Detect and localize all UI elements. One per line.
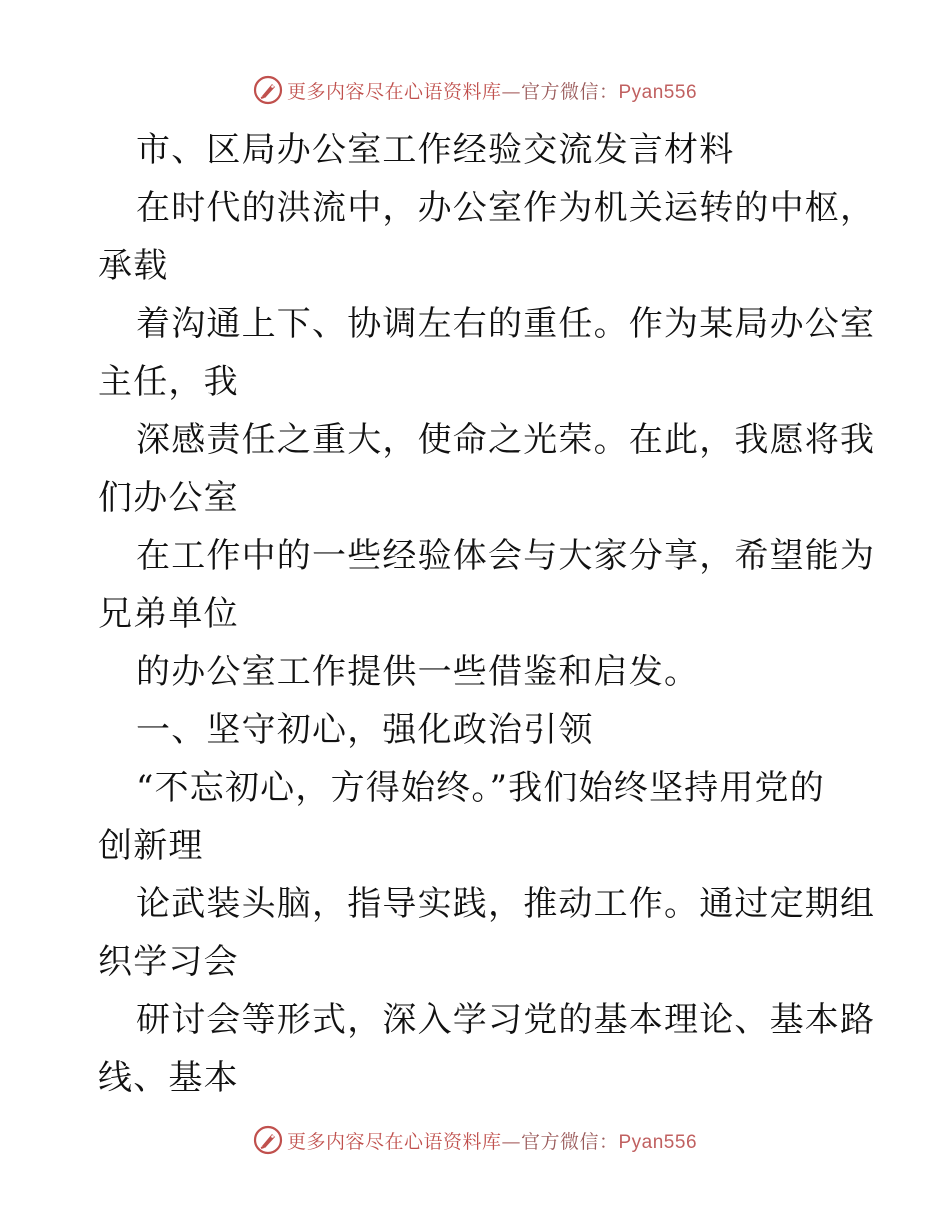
text-line: 着沟通上下、协调左右的重任。作为某局办公室 [136, 304, 876, 344]
watermark-banner-bottom [0, 1122, 950, 1158]
text-line: 在工作中的一些经验体会与大家分享，希望能为 [136, 536, 876, 576]
watermark-wechat: Pyan556 [618, 1131, 698, 1153]
text-line: 的办公室工作提供一些借鉴和启发。 [136, 652, 700, 692]
text-line: 深感责任之重大，使命之光荣。在此，我愿将我 [136, 420, 876, 460]
watermark-label: 官方微信： [520, 80, 619, 103]
text-line: 主任，我 [98, 362, 239, 402]
watermark-dash: — [501, 80, 521, 103]
pen-nib-seal-icon [253, 1125, 283, 1155]
text-line: “不忘初心，方得始终。”我们始终坚持用党的 [136, 768, 825, 808]
text-line: 织学习会 [98, 942, 239, 982]
watermark-label: 官方微信： [520, 1130, 619, 1153]
text-line: 论武装头脑，指导实践，推动工作。通过定期组 [136, 884, 876, 924]
document-title: 市、区局办公室工作经验交流发言材料 [136, 130, 735, 170]
section-heading: 一、坚守初心，强化政治引领 [136, 710, 594, 750]
text-line: 创新理 [98, 826, 204, 866]
text-line: 承载 [98, 246, 169, 286]
watermark-main: 更多内容尽在心语资料库 [286, 1130, 502, 1153]
watermark-text [287, 77, 697, 104]
watermark-banner-top [0, 72, 950, 108]
text-line: 们办公室 [98, 478, 239, 518]
pen-nib-seal-icon [253, 75, 283, 105]
text-line: 兄弟单位 [98, 594, 239, 634]
text-line: 线、基本 [98, 1058, 239, 1098]
document-body [98, 121, 876, 1107]
watermark-text [287, 1127, 697, 1154]
text-line: 研讨会等形式，深入学习党的基本理论、基本路 [136, 1000, 876, 1040]
text-line: 在时代的洪流中，办公室作为机关运转的中枢， [136, 188, 876, 228]
watermark-main: 更多内容尽在心语资料库 [286, 80, 502, 103]
watermark-wechat: Pyan556 [618, 81, 698, 103]
watermark-dash: — [501, 1130, 521, 1153]
